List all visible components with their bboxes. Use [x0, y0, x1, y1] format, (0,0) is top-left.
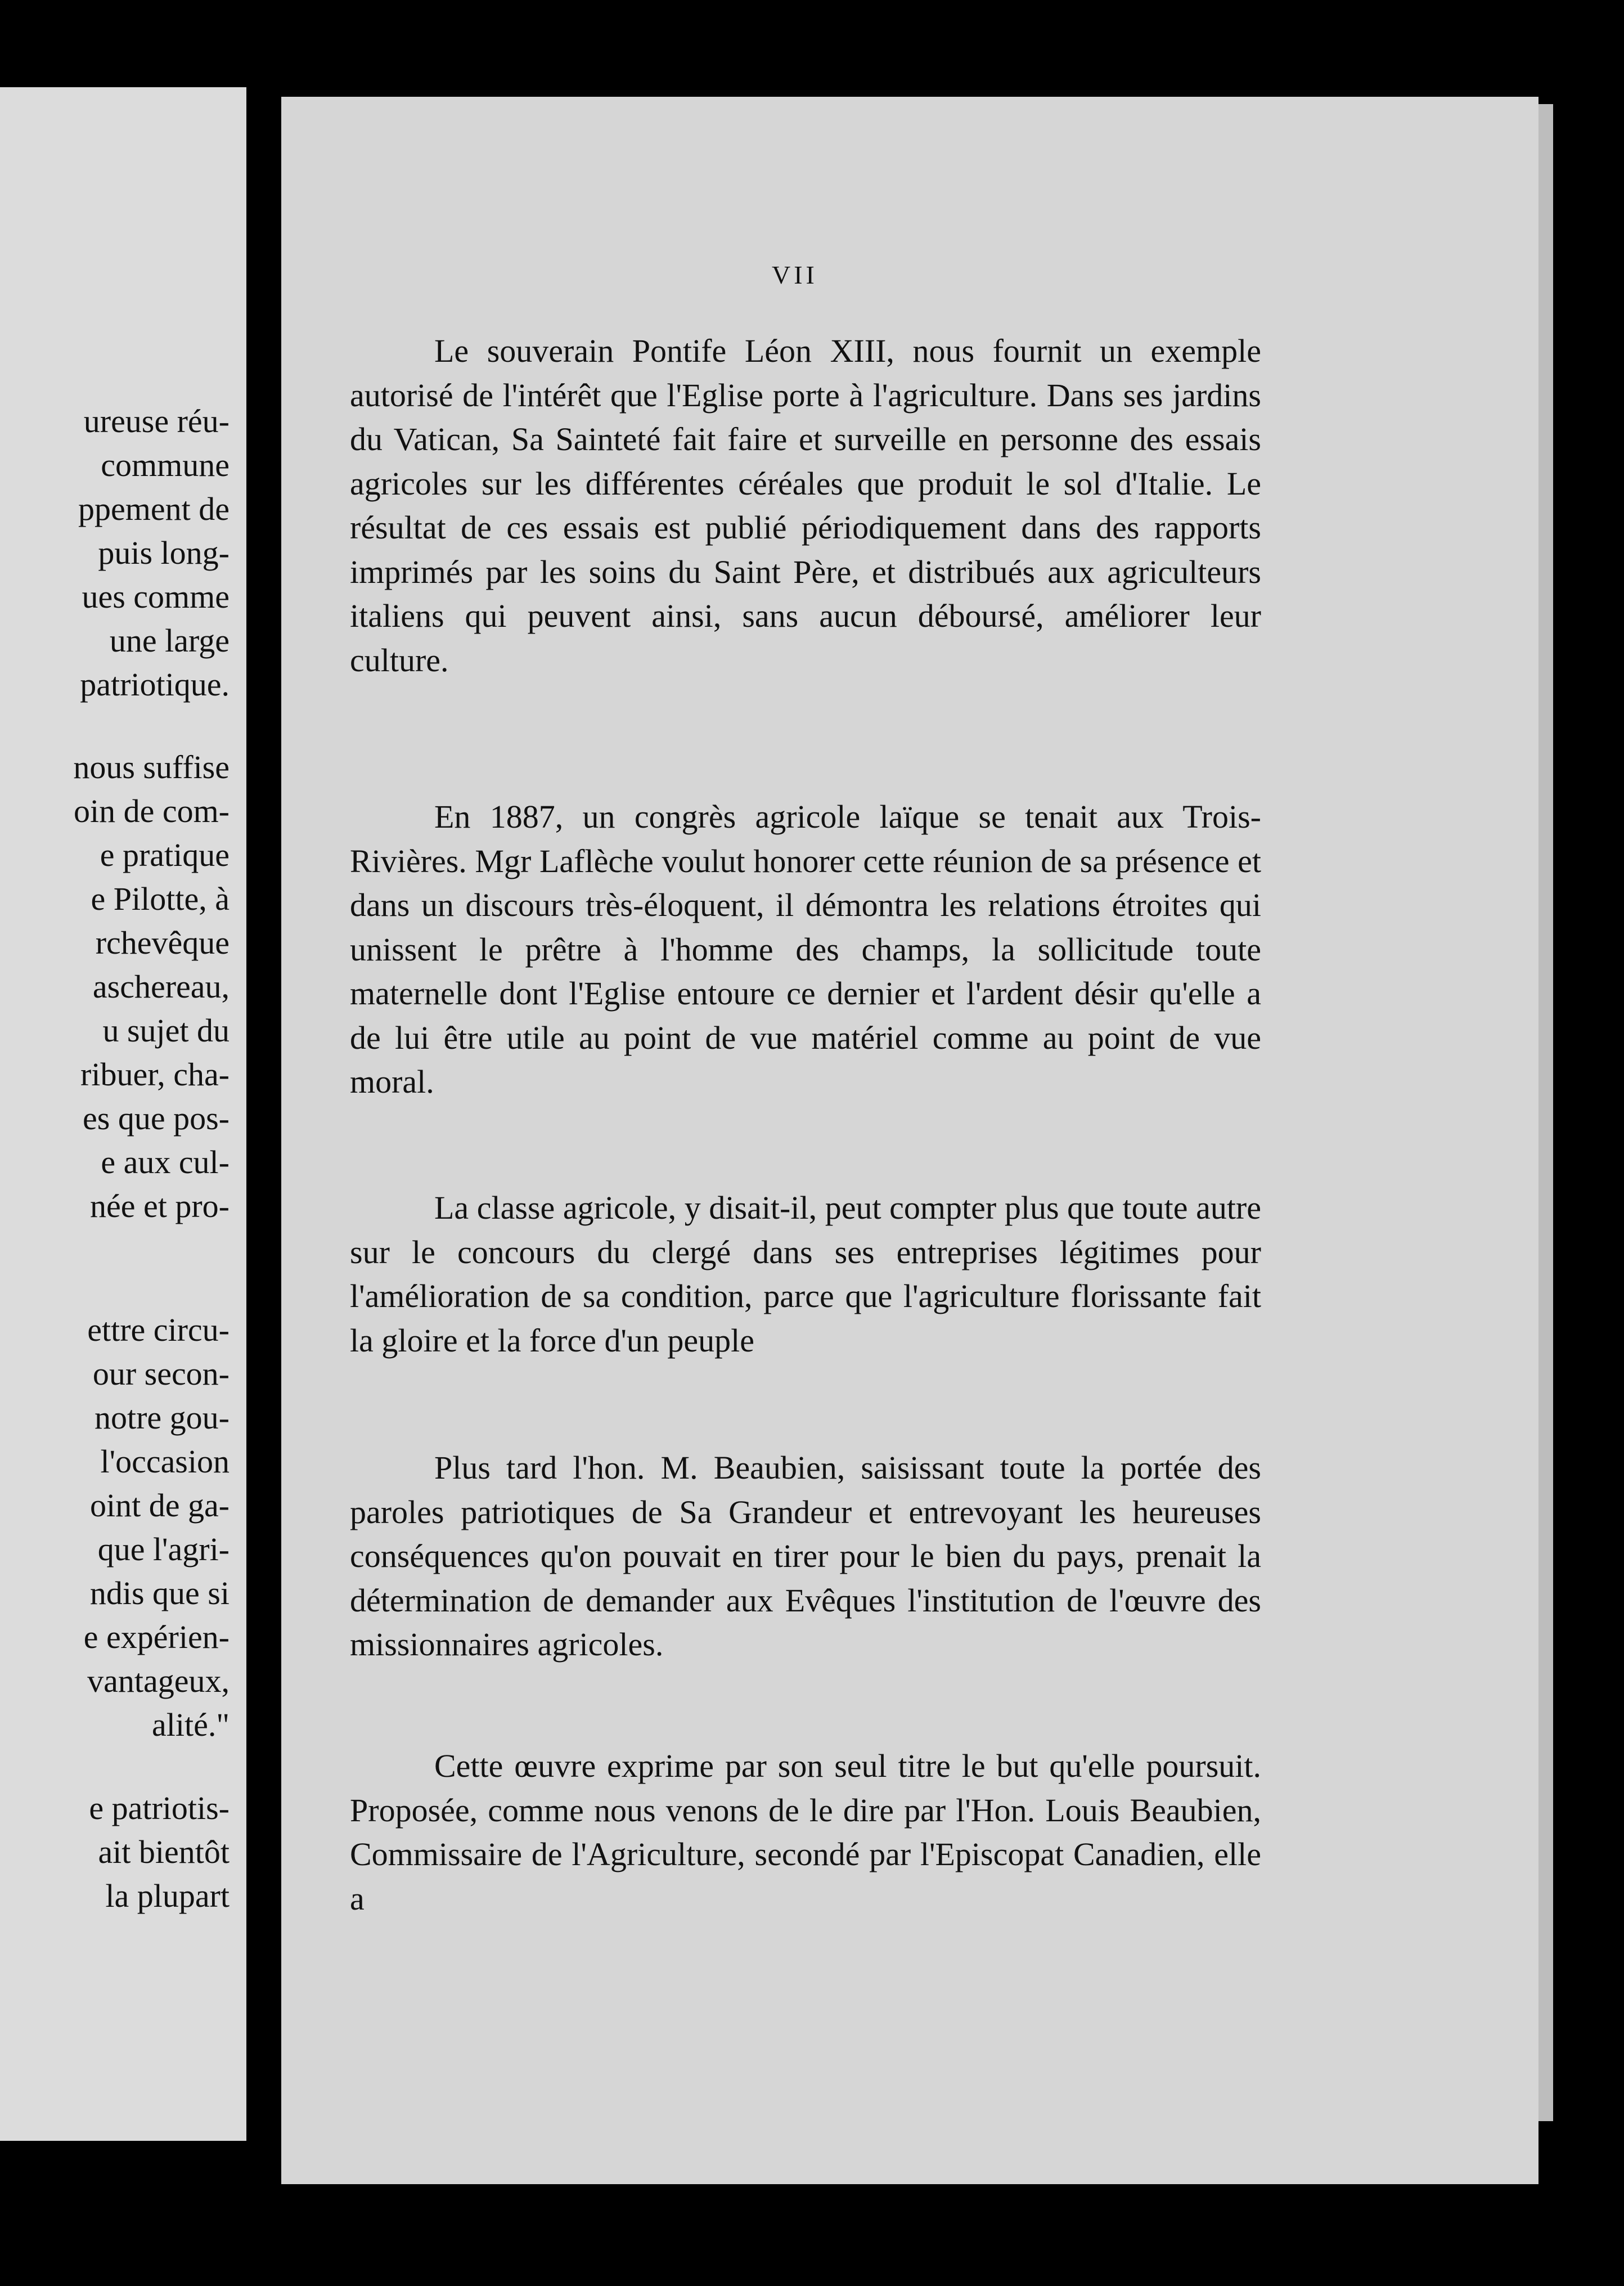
left-line: rchevêque [95, 924, 230, 961]
left-line: ait bientôt [98, 1834, 230, 1870]
left-line: u sujet du [102, 1012, 230, 1049]
left-line: née et pro- [90, 1188, 230, 1224]
left-line: une large [109, 622, 230, 659]
left-line: e pratique [100, 837, 230, 873]
left-line: oint de ga- [89, 1487, 230, 1524]
left-line: vantageux, [87, 1663, 230, 1699]
left-line: que l'agri- [97, 1531, 230, 1568]
left-line: patriotique. [80, 666, 230, 703]
left-line: ettre circu- [87, 1312, 230, 1348]
left-line: l'occasion [100, 1443, 230, 1480]
page-edge [1538, 104, 1553, 2121]
page-number: VII [772, 261, 818, 289]
left-line: ues comme [82, 578, 230, 615]
left-line: commune [101, 447, 230, 483]
left-line: puis long- [98, 535, 230, 571]
left-line: alité." [151, 1706, 230, 1743]
left-line: e patriotis- [89, 1790, 230, 1826]
left-line: es que pos- [83, 1100, 230, 1137]
left-line: ndis que si [89, 1575, 230, 1611]
paragraph: En 1887, un congrès agricole laïque se tenait aux Trois-Rivières. Mgr Laflèche voulut honorer cette réunion de sa présence et dans un discours très-éloquent, il démontra les relations étroites qui unissent le prêtre à l'homme des champs, la sollicitude toute maternelle dont l'Eglise entoure ce dernier et l'ardent désir qu'elle a de lui être utile au point de vue matériel comme au point de vue moral. [350, 798, 1261, 1100]
paragraph: Plus tard l'hon. M. Beaubien, saisissant toute la portée des paroles patriotiques de Sa Grandeur et entrevoyant les heureuses conséquences qu'on pouvait en tirer pour le bien du pays, prenait la détermination de demander aux Evêques l'institution de l'œuvre des missionnaires agricoles. [350, 1449, 1261, 1663]
left-line: e aux cul- [101, 1144, 230, 1180]
left-line: ureuse réu- [83, 403, 230, 439]
left-page [0, 87, 246, 2141]
left-line: la plupart [105, 1878, 230, 1914]
left-line: oin de com- [73, 793, 230, 829]
left-line: ribuer, cha- [80, 1056, 230, 1093]
left-line: notre gou- [95, 1399, 230, 1436]
paragraph: Cette œuvre exprime par son seul titre le but qu'elle poursuit. Proposée, comme nous venons de le dire par l'Hon. Louis Beaubien, Commissaire de l'Agriculture, secondé par l'Episcopat Canadien, elle a [350, 1748, 1261, 1917]
left-line: e expérien- [83, 1619, 230, 1655]
left-line: ppement de [78, 491, 230, 527]
left-line: aschereau, [92, 968, 230, 1005]
left-line: e Pilotte, à [91, 881, 230, 917]
paragraph: Le souverain Pontife Léon XIII, nous fournit un exemple autorisé de l'intérêt que l'Eglise porte à l'agriculture. Dans ses jardins du Vatican, Sa Sainteté fait faire et surveille en personne des essais agricoles sur les différentes céréales que produit le sol d'Italie. Le résultat de ces essais est publié périodiquement dans des rapports imprimés par les soins du Saint Père, et distribués aux agriculteurs italiens qui peuvent ainsi, sans aucun déboursé, améliorer leur culture. [350, 333, 1261, 679]
left-line: nous suffise [73, 749, 230, 785]
paragraph: La classe agricole, y disait-il, peut compter plus que toute autre sur le concours du clergé dans ses entreprises légitimes pour l'amélioration de sa condition, parce que l'agriculture florissante fait la gloire et la force d'un peuple [350, 1189, 1261, 1359]
left-line: our secon- [92, 1355, 230, 1392]
